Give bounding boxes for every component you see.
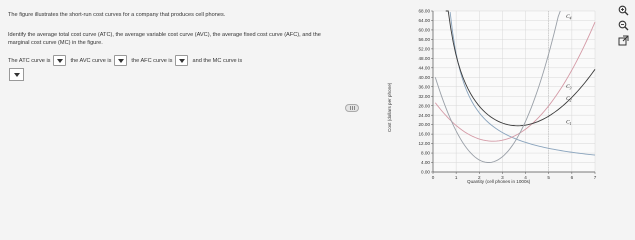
mc-dropdown[interactable] [9, 68, 24, 81]
y-tick-label: 52.00 [418, 46, 430, 52]
avc-label: the AVC curve is [70, 57, 112, 64]
graph-grid [433, 11, 595, 172]
panel-resize-handle[interactable] [345, 104, 359, 112]
atc-dropdown[interactable] [53, 55, 66, 66]
y-tick-label: 28.00 [418, 103, 430, 109]
x-tick-label: 0 [431, 175, 435, 180]
y-tick-label: 36.00 [418, 84, 430, 90]
y-tick-label: 0.00 [421, 169, 430, 175]
y-tick-label: 12.00 [418, 141, 430, 147]
afc-label: the AFC curve is [131, 57, 173, 64]
atc-label: The ATC curve is [8, 57, 51, 64]
afc-dropdown[interactable] [175, 55, 188, 66]
curve-label-c3: $C_3$ [566, 83, 572, 91]
chevron-down-icon [14, 73, 20, 77]
avc-dropdown[interactable] [114, 55, 127, 66]
x-tick-label: 1 [454, 175, 458, 180]
y-tick-label: 20.00 [418, 122, 430, 128]
y-tick-label: 8.00 [421, 150, 430, 156]
zoom-in-icon[interactable] [617, 4, 629, 16]
question-task: Identify the average total cost curve (ATC), the average variable cost curve (AVC), the average fixed cost curve (AFC), and the marginal cost curve (MC) in the figure. [8, 32, 321, 46]
y-tick-labels [419, 9, 434, 175]
y-tick-label: 40.00 [418, 74, 430, 80]
x-axis-label: Quantity (cell phones in 1000s) [467, 179, 531, 184]
x-tick-label: 4 [524, 175, 527, 180]
mc-label: and the MC curve is [192, 57, 243, 64]
chevron-down-icon [179, 59, 185, 63]
y-tick-label: 4.00 [421, 160, 430, 166]
graph-tools [617, 4, 629, 46]
chevron-down-icon [118, 59, 124, 63]
cost-curves-graph [390, 0, 605, 185]
popout-icon[interactable] [617, 34, 629, 46]
curve-label-c2: $C_2$ [566, 95, 572, 103]
y-tick-label: 60.00 [418, 27, 430, 33]
x-tick-label: 7 [593, 175, 597, 180]
y-tick-label: 24.00 [418, 112, 430, 118]
y-tick-label: 16.00 [418, 131, 430, 137]
y-tick-label: 48.00 [418, 55, 430, 61]
question-panel [0, 0, 345, 216]
question-intro: The figure illustrates the short-run cost curves for a company that produces cell phones. [8, 12, 226, 18]
y-tick-label: 68.00 [418, 8, 430, 14]
x-tick-label: 2 [478, 175, 481, 180]
curve-label-c4: $C_4$ [566, 14, 572, 21]
answer-row [8, 55, 245, 66]
curve-label-c1: $C_1$ [566, 119, 572, 126]
y-tick-label: 32.00 [418, 93, 430, 99]
chevron-down-icon [57, 59, 63, 63]
y-axis-label: Cost (dollars per phone) [387, 82, 392, 132]
y-tick-label: 56.00 [418, 37, 430, 43]
x-tick-label: 3 [501, 175, 504, 180]
x-tick-label: 6 [570, 175, 574, 180]
zoom-out-icon[interactable] [617, 19, 629, 31]
y-tick-label: 64.00 [418, 18, 430, 24]
y-tick-label: 44.00 [418, 65, 430, 71]
x-tick-label: 5 [547, 175, 550, 180]
